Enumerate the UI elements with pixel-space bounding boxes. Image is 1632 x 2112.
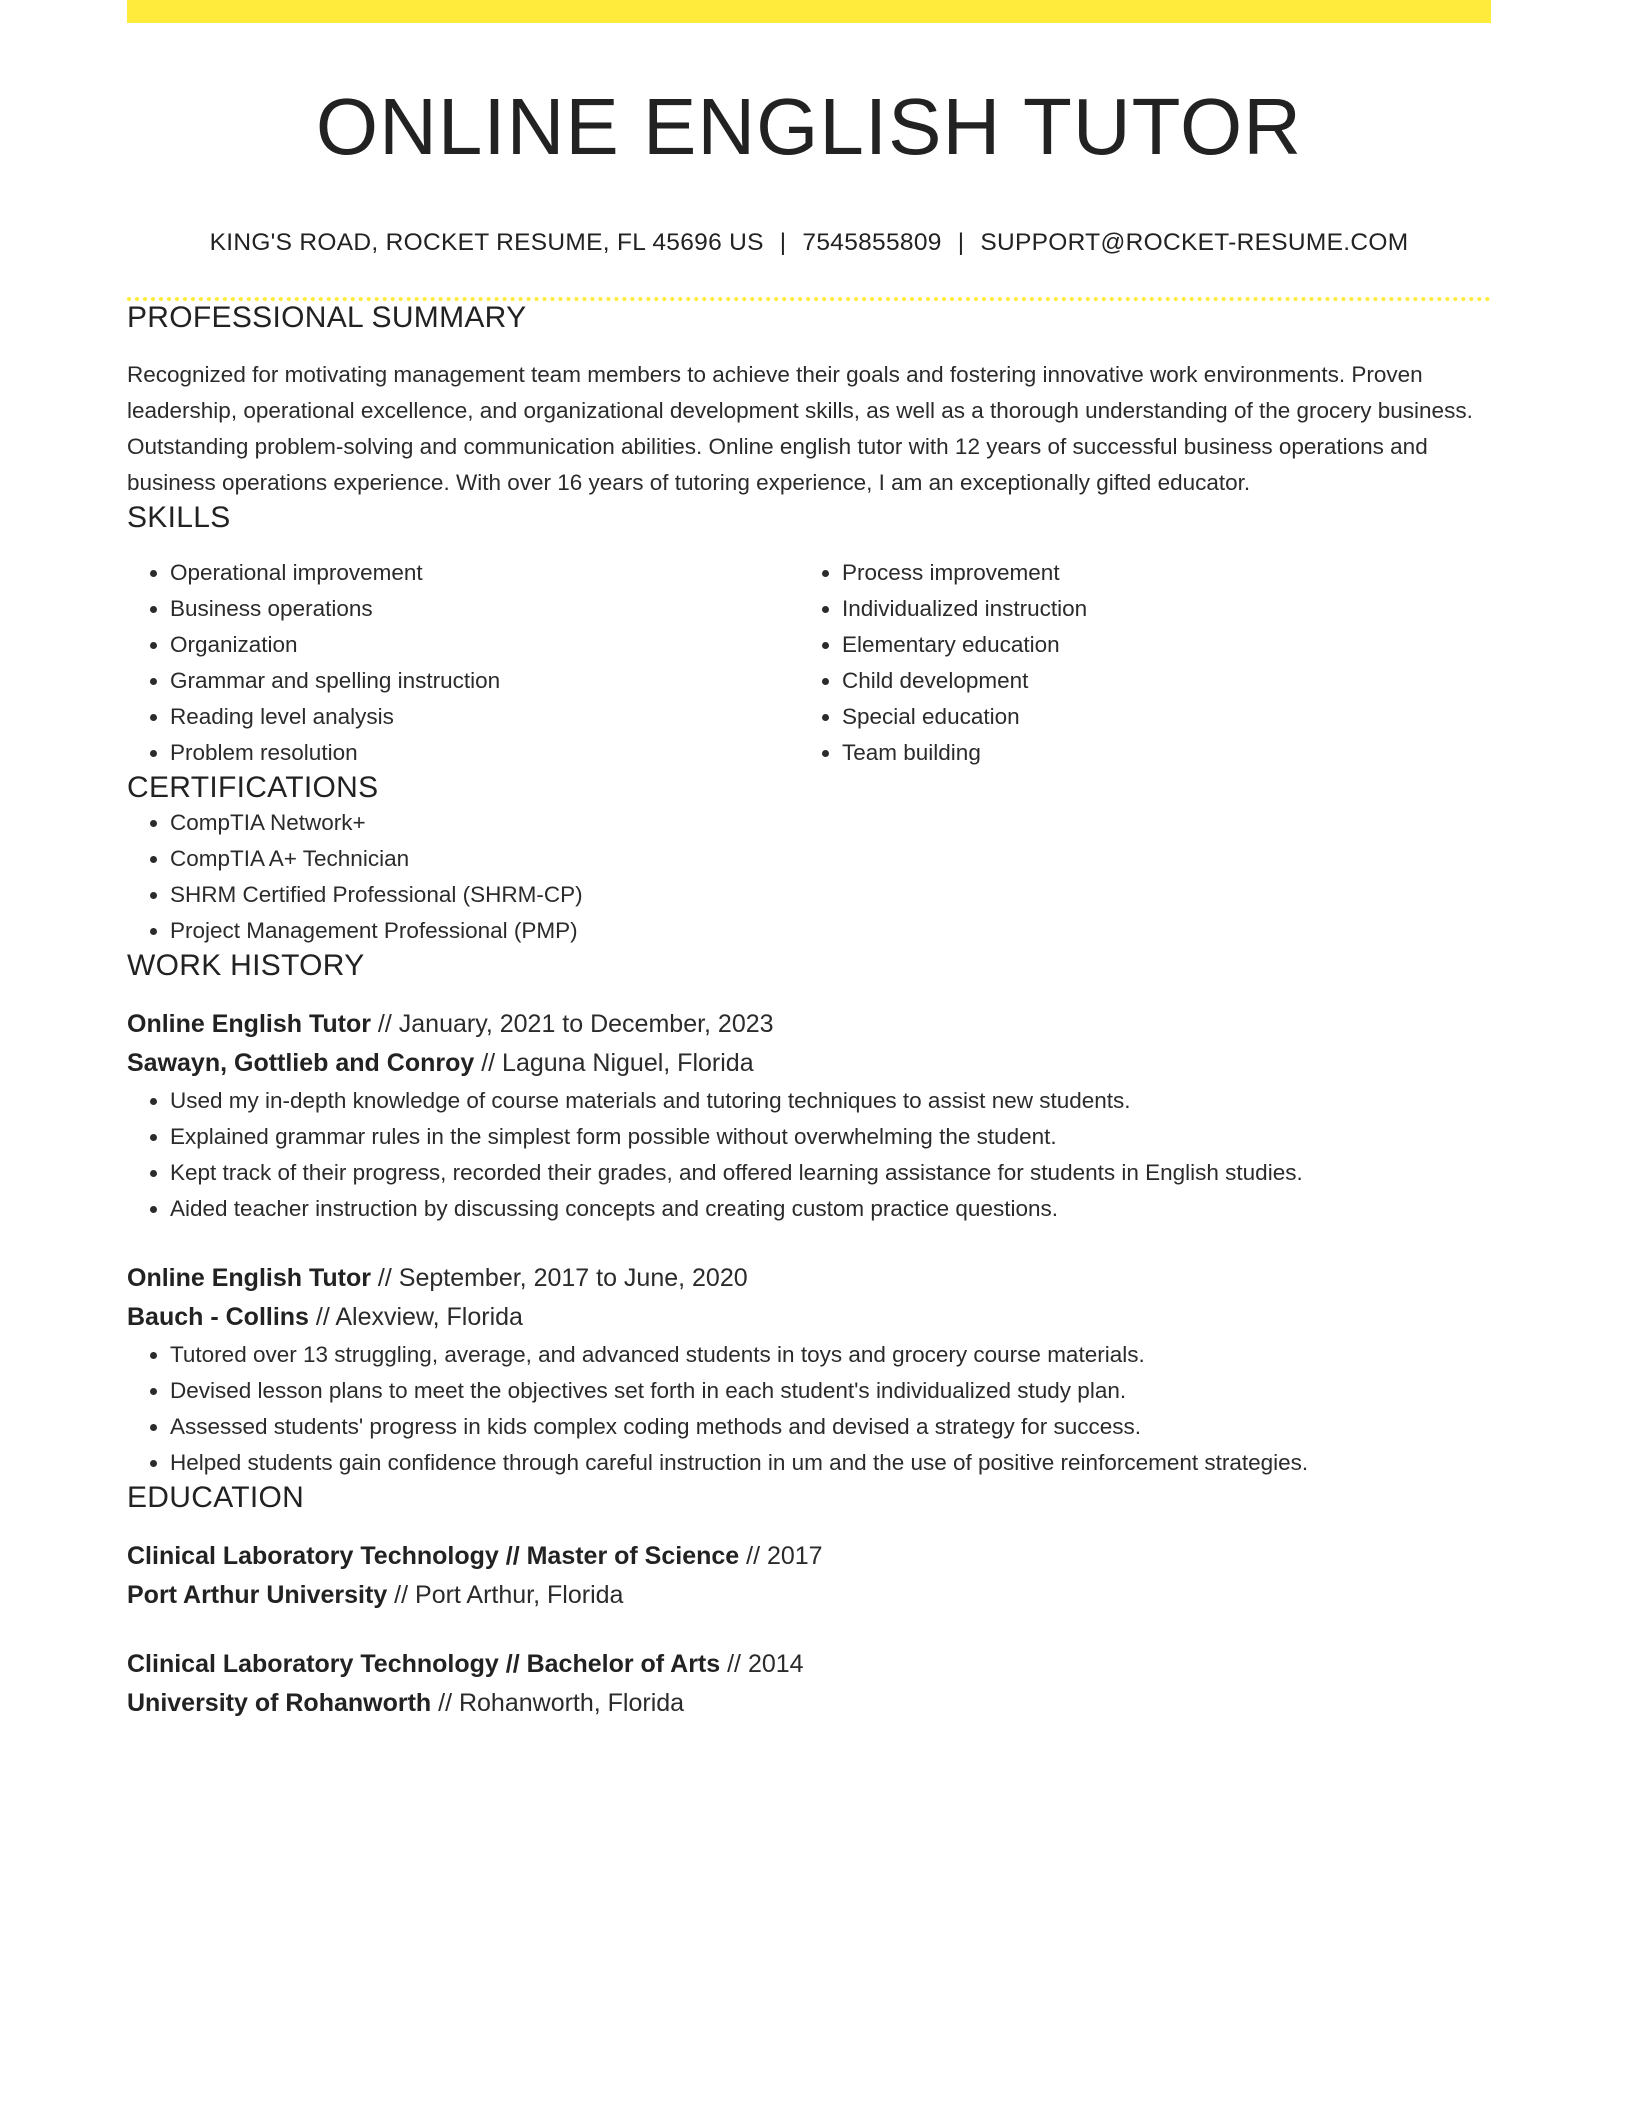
education-location: // Port Arthur, Florida [387,1581,624,1609]
job-bullet: • Aided teacher instruction by discussing concepts and creating custom practice questions. [170,1191,1491,1227]
job-title-line [127,1005,1491,1044]
job-entry [127,1005,1491,1227]
certification-item: • SHRM Certified Professional (SHRM-CP) [170,877,1491,913]
education-degree-line [127,1537,1491,1576]
summary-text: Recognized for motivating management team members to achieve their goals and fostering innovative work environments. Proven leadership, operational excellence, and organizational development skills, as well as a thorough understanding of the grocery business. Outstanding problem-solving and communication abilities. Online english tutor with 12 years of successful business operations and business operations experience. With over 16 years of tutoring experience, I am an exceptionally gifted educator. [127,362,1473,495]
education-degree: Clinical Laboratory Technology // Bachelor of Arts [127,1650,721,1678]
education-year: // 2017 [739,1542,823,1570]
job-role: Online English Tutor [127,1264,371,1292]
job-bullet: • Kept track of their progress, recorded their grades, and offered learning assistance for students in English studies. [170,1155,1491,1191]
education-school-line [127,1684,1491,1723]
education-school: Port Arthur University [127,1581,388,1609]
job-title-line [127,1259,1491,1298]
skills-left-column [127,555,799,771]
contact-address: KING'S ROAD, ROCKET RESUME, FL 45696 US [209,229,764,256]
education-school: University of Rohanworth [127,1689,432,1717]
certification-item: • CompTIA Network+ [170,805,1491,841]
education-school-line [127,1576,1491,1615]
job-dates: // January, 2021 to December, 2023 [370,1010,774,1038]
skill-item: • Team building [842,735,1471,771]
job-bullets [127,1337,1491,1481]
contact-separator: | [957,229,965,256]
job-location: // Alexview, Florida [308,1303,523,1331]
skill-item: • Special education [842,699,1471,735]
skills-grid [127,555,1491,771]
job-bullet: • Devised lesson plans to meet the objectives set forth in each student's individualized study plan. [170,1373,1491,1409]
job-bullet: • Helped students gain confidence through careful instruction in um and the use of positive reinforcement strategies. [170,1445,1491,1481]
top-accent-bar [127,0,1491,23]
job-company-line [127,1044,1491,1083]
contact-separator: | [779,229,787,256]
job-dates: // September, 2017 to June, 2020 [370,1264,748,1292]
job-bullet: • Assessed students' progress in kids complex coding methods and devised a strategy for success. [170,1409,1491,1445]
job-bullet: • Tutored over 13 struggling, average, and advanced students in toys and grocery course materials. [170,1337,1491,1373]
education-degree-line [127,1645,1491,1684]
education-entry [127,1645,1491,1723]
skill-item: • Elementary education [842,627,1471,663]
contact-phone: 7545855809 [802,229,942,256]
resume-name: ONLINE ENGLISH TUTOR [315,82,1303,171]
education-degree: Clinical Laboratory Technology // Master of Science [127,1542,740,1570]
skills-right-column [799,555,1471,771]
job-company-line [127,1298,1491,1337]
certification-item: • CompTIA A+ Technician [170,841,1491,877]
resume-page [127,0,1491,1723]
education-heading: EDUCATION [127,1481,305,1514]
job-location: // Laguna Niguel, Florida [474,1049,754,1077]
education-location: // Rohanworth, Florida [431,1689,685,1717]
certifications-list [127,805,1491,949]
job-bullet: • Used my in-depth knowledge of course materials and tutoring techniques to assist new students. [170,1083,1491,1119]
skill-item: • Problem resolution [170,735,799,771]
work-history-heading: WORK HISTORY [127,949,365,982]
job-entry [127,1259,1491,1481]
contact-email: SUPPORT@ROCKET-RESUME.COM [980,229,1409,256]
certifications-heading: CERTIFICATIONS [127,771,379,804]
education-entry [127,1537,1491,1615]
job-company: Bauch - Collins [127,1303,309,1331]
contact-line [127,229,1491,257]
skill-item: • Business operations [170,591,799,627]
skill-item: • Organization [170,627,799,663]
skill-item: • Operational improvement [170,555,799,591]
job-bullets [127,1083,1491,1227]
certification-item: • Project Management Professional (PMP) [170,913,1491,949]
skill-item: • Child development [842,663,1471,699]
education-year: // 2014 [720,1650,804,1678]
job-role: Online English Tutor [127,1010,371,1038]
summary-heading: PROFESSIONAL SUMMARY [127,301,527,334]
skills-heading: SKILLS [127,501,231,534]
skill-item: • Grammar and spelling instruction [170,663,799,699]
skill-item: • Individualized instruction [842,591,1471,627]
job-bullet: • Explained grammar rules in the simplest form possible without overwhelming the student. [170,1119,1491,1155]
skill-item: • Reading level analysis [170,699,799,735]
skill-item: • Process improvement [842,555,1471,591]
job-company: Sawayn, Gottlieb and Conroy [127,1049,475,1077]
